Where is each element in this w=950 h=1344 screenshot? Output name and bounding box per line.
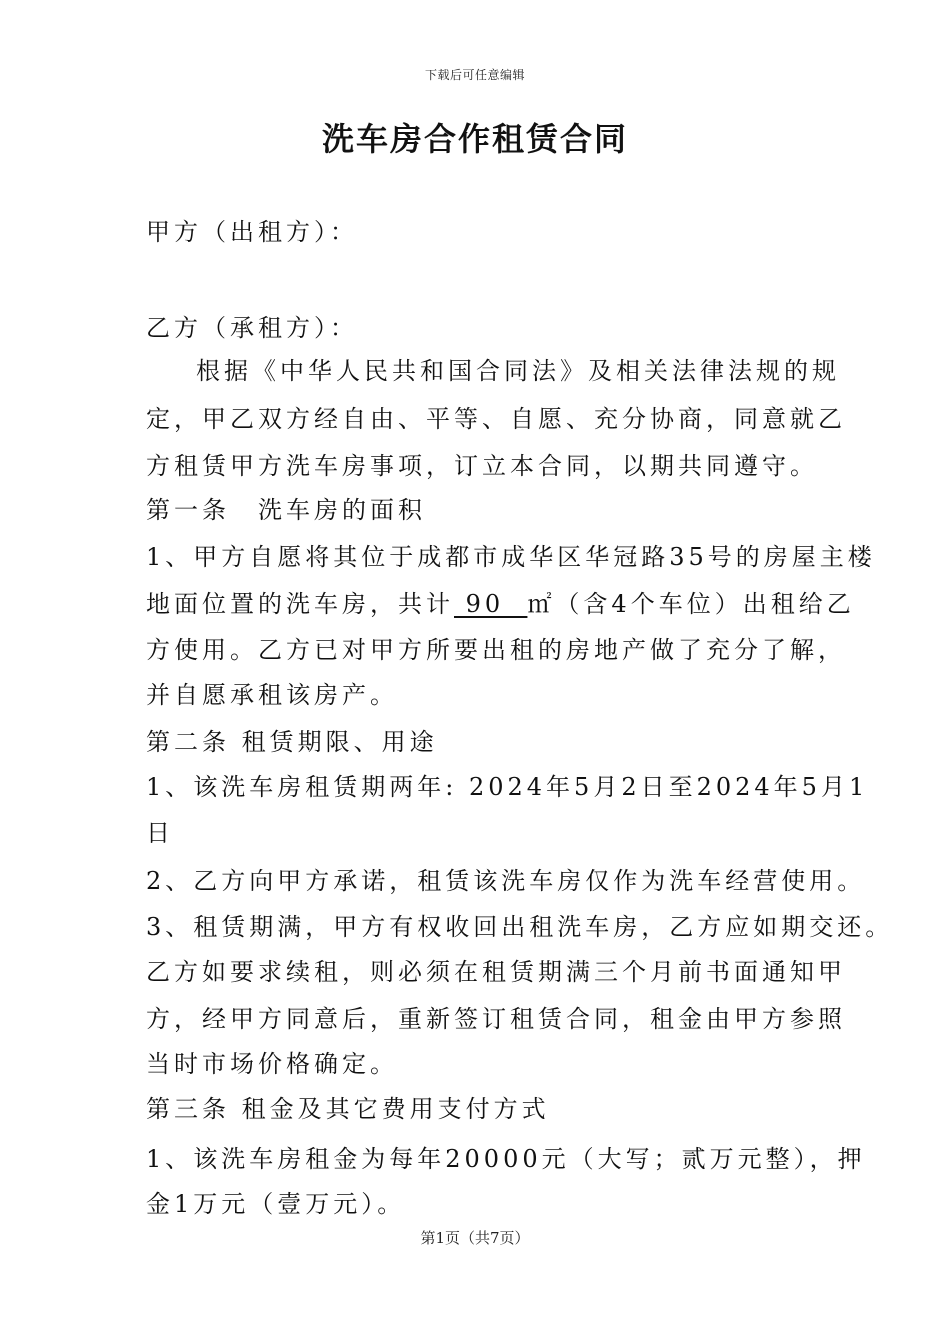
body-line: 方，经甲方同意后，重新签订租赁合同，租金由甲方参照	[146, 1005, 846, 1033]
body-line: 当时市场价格确定。	[146, 1050, 398, 1078]
body-line: 2、乙方向甲方承诺，租赁该洗车房仅作为洗车经营使用。	[146, 867, 866, 895]
body-line: 根据《中华人民共和国合同法》及相关法律法规的规	[196, 357, 840, 385]
body-line: 3、租赁期满，甲方有权收回出租洗车房，乙方应如期交还。	[146, 913, 894, 941]
area-post: ㎡（含4个车位）出租给乙	[527, 590, 855, 618]
body-line: 定，甲乙双方经自由、平等、自愿、充分协商，同意就乙	[146, 405, 846, 433]
body-line: 日	[146, 819, 174, 847]
body-line: 1、该洗车房租赁期两年: 2024年5月2日至2024年5月1	[146, 773, 869, 801]
header-note: 下载后可任意编辑	[424, 68, 525, 82]
area-pre: 地面位置的洗车房，共计	[146, 590, 454, 618]
page-footer: 第1页（共7页）	[420, 1229, 530, 1247]
body-line: 并自愿承租该房产。	[146, 681, 398, 709]
body-line-area	[146, 588, 855, 620]
body-line: 方使用。乙方已对甲方所要出租的房地产做了充分了解，	[146, 636, 846, 664]
document-title: 洗车房合作租赁合同	[321, 120, 628, 158]
body-line: 乙方如要求续租，则必须在租赁期满三个月前书面通知甲	[146, 958, 846, 986]
article-heading: 第一条 洗车房的面积	[146, 496, 426, 524]
party-b-line: 乙方（承租方）：	[146, 314, 358, 342]
body-line: 金1万元（壹万元）。	[146, 1190, 406, 1218]
article-heading: 第二条 租赁期限、用途	[146, 728, 438, 756]
article-heading: 第三条 租金及其它费用支付方式	[146, 1095, 550, 1123]
area-value: 90	[454, 590, 528, 618]
body-line: 1、该洗车房租金为每年20000元（大写；贰万元整），押	[146, 1145, 866, 1173]
body-line: 方租赁甲方洗车房事项，订立本合同，以期共同遵守。	[146, 452, 818, 480]
body-line: 1、甲方自愿将其位于成都市成华区华冠路35号的房屋主楼	[146, 543, 876, 571]
party-a-line: 甲方（出租方）：	[146, 218, 358, 246]
